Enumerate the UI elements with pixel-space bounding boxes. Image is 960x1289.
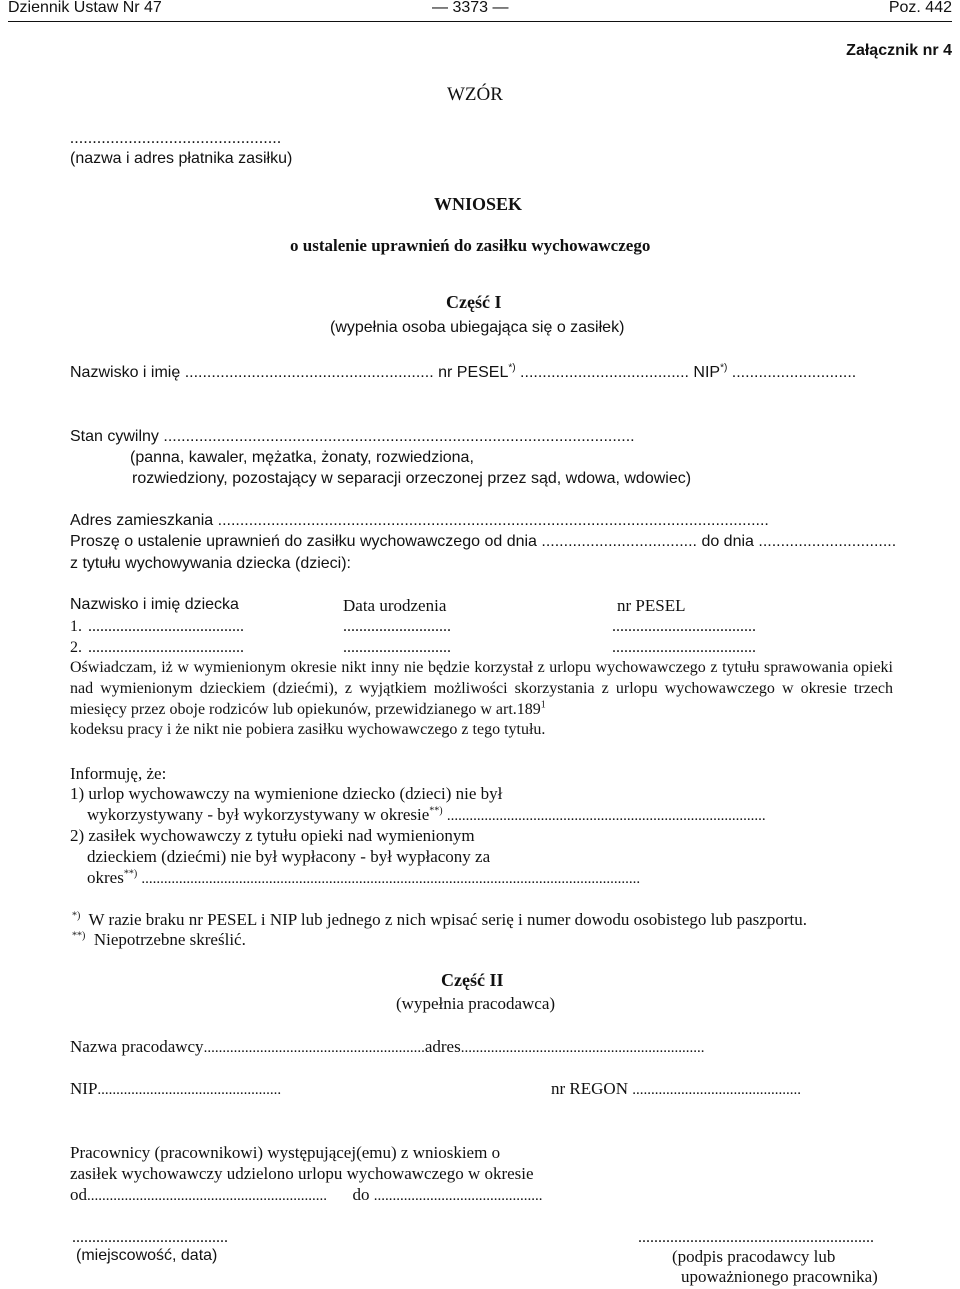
declaration-text: Oświadczam, iż w wymienionym okresie nikt inny nie będzie korzystał z urlopu wychowawczego z tytułu sprawowania opieki nad wymienionym dzieckiem (dziećmi), z wyjątkiem możliwości skorzystania z urlopu wychowawczego w okresie trzech miesięcy przez oboje rodziców lub opiekunów, przewidzianego w art.189 xyxy=(70,659,893,718)
request-text: Proszę o ustalenie uprawnień do zasiłku wychowawczego od dnia xyxy=(70,533,537,550)
part-1-note: (wypełnia osoba ubiegająca się o zasiłek) xyxy=(330,319,625,336)
part-1-heading: Część I xyxy=(446,292,502,312)
place-date-caption: (miejscowość, data) xyxy=(76,1247,218,1264)
child-birthdate-field[interactable]: ........................... xyxy=(343,618,451,635)
part-2-heading: Część II xyxy=(441,970,504,990)
footnote-2-text: Niepotrzebne skreślić. xyxy=(93,930,246,949)
article-superscript: 1 xyxy=(540,699,546,711)
position-number: Poz. 442 xyxy=(888,0,952,16)
part-2-note: (wypełnia pracodawca) xyxy=(396,994,556,1013)
address-line xyxy=(70,512,769,530)
marital-options-1: (panna, kawaler, mężatka, żonaty, rozwiedziona, xyxy=(130,449,474,466)
child-name-field[interactable]: ....................................... xyxy=(88,639,244,656)
footnote-1-text: W razie braku nr PESEL i NIP lub jednego z nich wpisać serię i numer dowodu osobistego lub paszportu. xyxy=(88,910,807,929)
inform-item-2-line-2: dzieckiem (dziećmi) nie był wypłacony - był wypłacony za xyxy=(87,847,491,866)
employer-regon-field[interactable]: ............................................. xyxy=(632,1082,801,1098)
inform-heading: Informuję, że: xyxy=(70,764,167,783)
marital-status-line xyxy=(70,428,635,446)
marital-options-2: rozwiedziony, pozostający w separacji orzeczonej przez sąd, wdowa, wdowiec) xyxy=(132,470,692,487)
document-title: WNIOSEK xyxy=(434,194,523,214)
inform-item-2-line-3 xyxy=(87,868,640,888)
leave-to-field[interactable]: ............................................. xyxy=(373,1188,543,1204)
child-pesel-field[interactable]: .................................... xyxy=(612,618,756,635)
nip-label: NIP xyxy=(693,364,721,381)
child-name-header: Nazwisko i imię dziecka xyxy=(70,596,239,613)
child-pesel-header: nr PESEL xyxy=(617,596,686,615)
inform-item-2-text: okres xyxy=(87,868,124,887)
footnote-1 xyxy=(72,910,807,930)
request-to-label: do dnia xyxy=(701,533,754,550)
child-birthdate-header: Data urodzenia xyxy=(343,596,447,615)
annex-label: Załącznik nr 4 xyxy=(846,42,952,59)
name-field[interactable]: ........................................................ xyxy=(184,364,434,381)
leave-from-label: od xyxy=(70,1185,87,1204)
page-number: — 3373 — xyxy=(432,0,509,16)
child-name-field[interactable]: ....................................... xyxy=(88,618,244,635)
inform-item-1-line-2 xyxy=(87,805,766,825)
place-date-field[interactable]: ....................................... xyxy=(72,1229,228,1246)
declaration-paragraph xyxy=(70,657,893,720)
leave-to-label: do xyxy=(352,1185,370,1204)
leave-statement-1: Pracownicy (pracownikowi) występującej(emu) z wnioskiem o xyxy=(70,1143,501,1162)
employer-line xyxy=(70,1037,704,1057)
employer-address-field[interactable]: ................................................................. xyxy=(460,1040,705,1056)
footnote-star: *) xyxy=(720,362,728,374)
leave-from-field[interactable]: ................................................................ xyxy=(87,1188,327,1204)
inform-item-2-line-1: 2) zasiłek wychowawczy z tytułu opieki nad wymienionym xyxy=(70,826,475,845)
employer-field[interactable]: ........................................................... xyxy=(203,1040,425,1056)
footnote-2-mark: **) xyxy=(72,930,86,942)
footnote-star: **) xyxy=(429,805,443,817)
inform-item-1-period-field[interactable]: ..................................................................................... xyxy=(446,808,766,824)
footnote-2 xyxy=(72,930,246,950)
employer-nip-label: NIP xyxy=(70,1079,98,1098)
signature-field[interactable]: ........................................................... xyxy=(638,1229,874,1246)
marital-label: Stan cywilny xyxy=(70,428,159,445)
form-template-label: WZÓR xyxy=(447,84,503,105)
children-intro: z tytułu wychowywania dziecka (dzieci): xyxy=(70,555,351,572)
signature-caption-1: (podpis pracodawcy lub xyxy=(672,1247,836,1266)
footnote-1-mark: *) xyxy=(72,910,81,922)
payer-caption: (nazwa i adres płatnika zasiłku) xyxy=(70,150,293,167)
signature-caption-2: upoważnionego pracownika) xyxy=(681,1267,878,1286)
footnote-star: *) xyxy=(508,362,516,374)
header-rule xyxy=(8,21,952,22)
nip-field[interactable]: ............................ xyxy=(731,364,857,381)
address-label: Adres zamieszkania xyxy=(70,512,214,529)
employer-label: Nazwa pracodawcy xyxy=(70,1037,204,1056)
child-row-number: 2. xyxy=(70,639,82,656)
pesel-label: nr PESEL xyxy=(438,364,509,381)
inform-item-2-period-field[interactable]: ..................................................................................................................................... xyxy=(141,871,641,887)
child-pesel-field[interactable]: .................................... xyxy=(612,639,756,656)
declaration-end: kodeksu pracy i że nikt nie pobiera zasiłku wychowawczego z tego tytułu. xyxy=(70,721,546,738)
applicant-name-line xyxy=(70,364,856,382)
employer-nip-field[interactable]: ................................................. xyxy=(97,1082,282,1098)
address-field[interactable]: ............................................................................................................................ xyxy=(217,512,769,529)
inform-item-1-line-1: 1) urlop wychowawczy na wymienione dziecko (dzieci) nie był xyxy=(70,784,503,803)
name-label: Nazwisko i imię xyxy=(70,364,181,381)
child-birthdate-field[interactable]: ........................... xyxy=(343,639,451,656)
inform-item-1-text: wykorzystywany - był wykorzystywany w okresie xyxy=(87,805,430,824)
employer-regon-label: nr REGON xyxy=(551,1079,628,1098)
request-from-field[interactable]: ................................... xyxy=(541,533,697,550)
pesel-field[interactable]: ...................................... xyxy=(520,364,689,381)
document-subtitle: o ustalenie uprawnień do zasiłku wychowawczego xyxy=(290,236,651,255)
child-row-number: 1. xyxy=(70,618,82,635)
employer-address-label: adres xyxy=(424,1037,461,1056)
marital-field[interactable]: .......................................................................................................... xyxy=(163,428,635,445)
footnote-star: **) xyxy=(123,868,138,880)
leave-period-line xyxy=(70,1185,543,1205)
employer-regon-line xyxy=(551,1079,801,1099)
payer-dots: ............................................... xyxy=(70,130,282,147)
journal-title: Dziennik Ustaw Nr 47 xyxy=(8,0,162,16)
request-line xyxy=(70,533,896,551)
leave-statement-2: zasiłek wychowawczy udzielono urlopu wychowawczego w okresie xyxy=(70,1164,534,1183)
employer-nip-line xyxy=(70,1079,281,1099)
request-to-field[interactable]: ............................... xyxy=(758,533,897,550)
